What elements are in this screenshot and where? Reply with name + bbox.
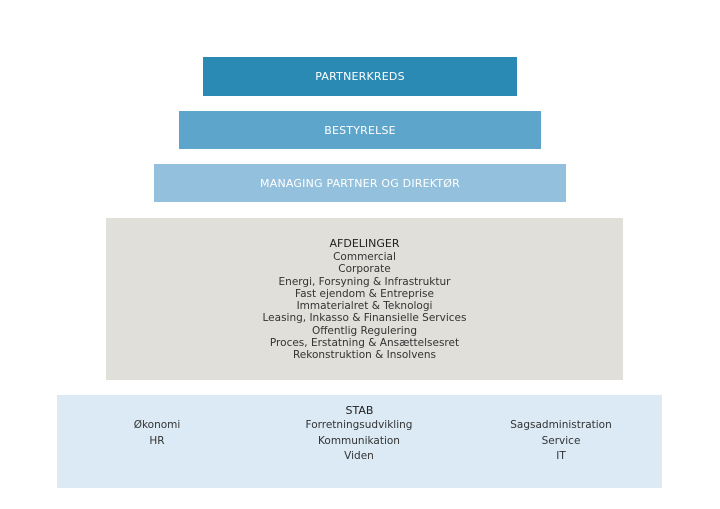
afdeling-item: Energi, Forsyning & Infrastruktur — [278, 275, 451, 288]
stab-item: Viden — [344, 450, 374, 462]
stab-column-left — [57, 418, 257, 449]
afdelinger-list — [106, 251, 623, 362]
stab-box — [57, 395, 662, 488]
afdeling-item: Immaterialret & Teknologi — [296, 300, 433, 313]
tier-partnerkreds-label: PARTNERKREDS — [315, 70, 405, 83]
afdeling-item: Offentlig Regulering — [311, 324, 418, 337]
stab-column-middle — [259, 418, 459, 465]
tier-partnerkreds — [203, 57, 517, 96]
afdeling-item: Corporate — [338, 263, 391, 276]
stab-title: STAB — [345, 404, 374, 417]
afdeling-item: Rekonstruktion & Insolvens — [292, 349, 437, 362]
stab-item: Sagsadministration — [510, 419, 612, 431]
tier-managing-partner-label: MANAGING PARTNER OG DIREKTØR — [260, 176, 460, 190]
stab-item: Forretningsudvikling — [305, 419, 413, 431]
stab-item: Kommunikation — [318, 434, 400, 447]
tier-managing-partner — [154, 164, 566, 202]
tier-bestyrelse-label: BESTYRELSE — [324, 123, 396, 137]
stab-item: IT — [556, 450, 566, 462]
stab-column-right — [461, 418, 661, 465]
afdelinger-title: AFDELINGER — [329, 237, 400, 250]
stab-item: Økonomi — [133, 419, 181, 431]
afdeling-item: Fast ejendom & Entreprise — [295, 287, 434, 300]
tier-bestyrelse — [179, 111, 541, 149]
afdeling-item: Commercial — [333, 251, 396, 263]
stab-item: HR — [149, 434, 165, 447]
afdeling-item: Leasing, Inkasso & Finansielle Services — [262, 312, 467, 325]
afdeling-item: Proces, Erstatning & Ansættelsesret — [269, 337, 460, 350]
stab-item: Service — [541, 434, 581, 447]
afdelinger-box — [106, 218, 623, 380]
